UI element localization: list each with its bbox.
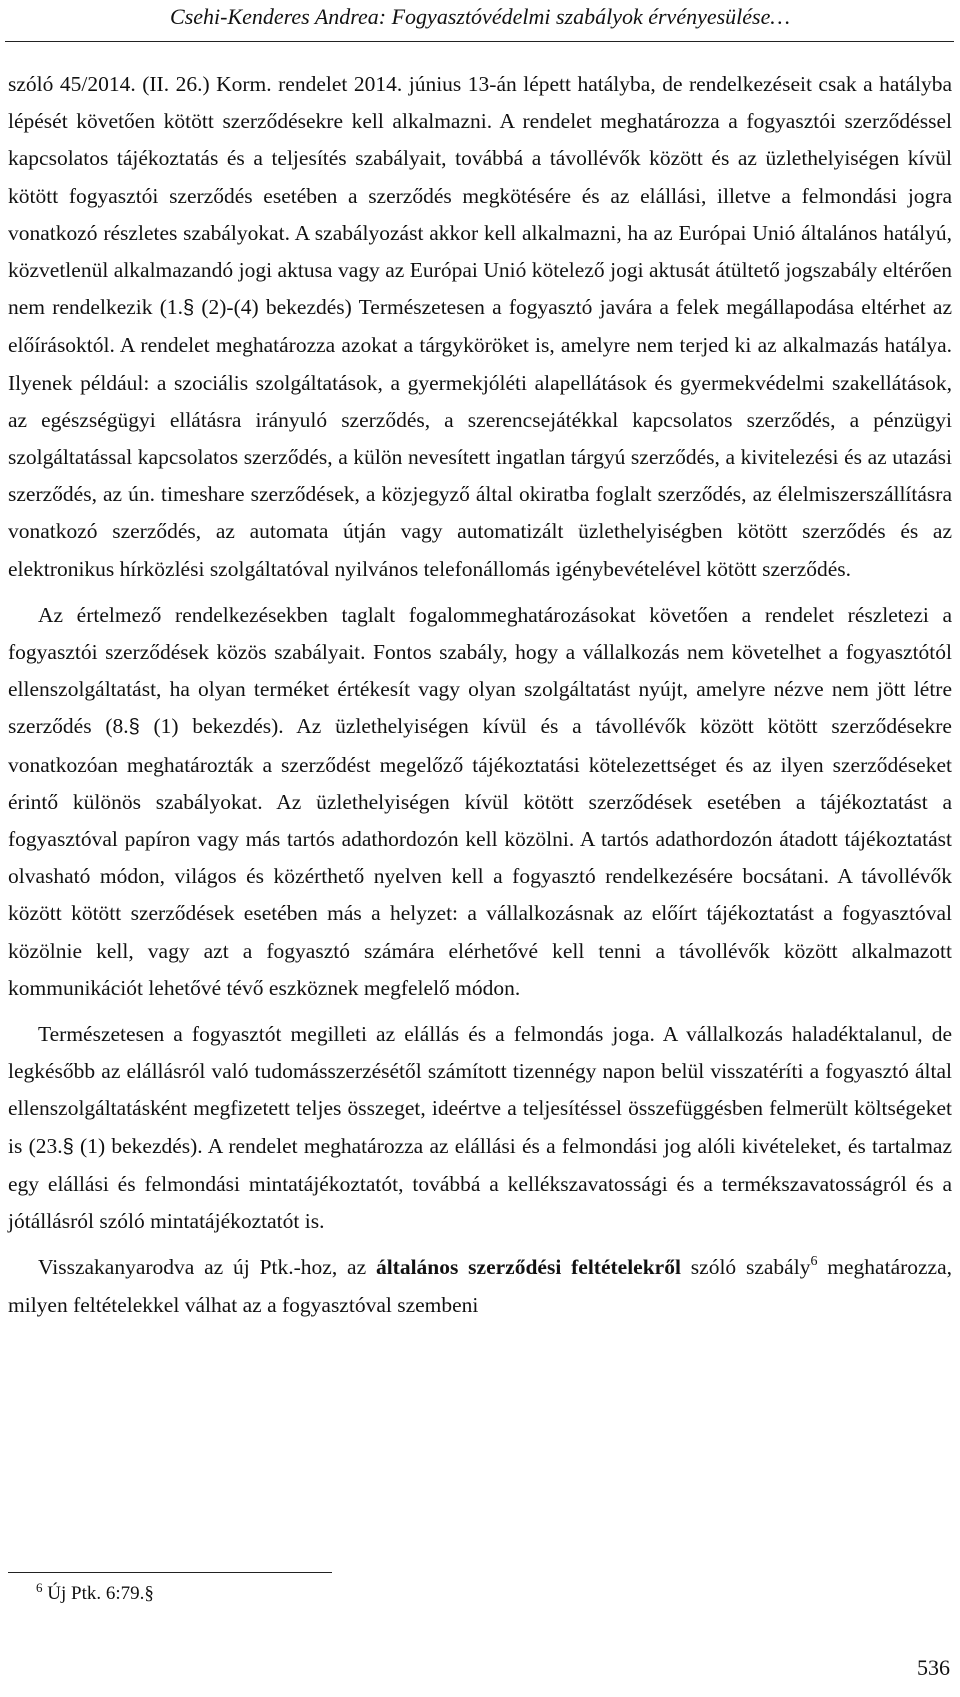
- section-sign: §: [62, 1135, 74, 1158]
- sentence: szóló 45/2014. (II. 26.) Korm. rendelet 2014. június 13-án lépett hatályba, de rendelkezéseit csak a hatályba lépését követően kötött szerződésekre kell alkalmazni.: [8, 72, 952, 134]
- sentence: A szabályozást akkor kell alkalmazni, ha az Európai Unió általános hatályú, közvetlenül alkalmazandó jogi aktusa vagy az Európai Unió kötelező jogi aktusát átültető jogszabály eltérően nem rendelkezik (1.: [8, 220, 952, 320]
- paragraph-1: [8, 66, 952, 588]
- header-divider: [5, 41, 954, 42]
- section-sign: §: [144, 1583, 154, 1604]
- sentence: (1) bekezdés). A rendelet meghatározza az elállási és a felmondási jog alóli kivételeket, és tartalmaz egy elállási és felmondási mintatájékoztatót, továbbá a kellékszavatossági és a termékszavatosságról és a jótállásról szóló mintatájékoztatót is.: [8, 1133, 953, 1234]
- sentence: (1) bekezdés).: [153, 714, 284, 739]
- footnote-text: Új Ptk. 6:79.: [47, 1583, 145, 1604]
- section-sign: §: [183, 297, 195, 320]
- sentence: szóló szabály: [690, 1255, 811, 1280]
- sentence: Visszakanyarodva az új Ptk.-hoz, az: [38, 1255, 367, 1280]
- sentence: Az értelmező rendelkezésekben taglalt fogalommeghatározásokat követően a rendelet részletezi a fogyasztói szerződések közös szabályait. Fontos szabály, hogy a vállalkozás nem követelhet a fogyasztótól ellenszolgáltatást, ha olyan terméket értékesít vagy olyan szolgáltatást nyújt, amelyre nézve nem jött létre szerződés (8.: [8, 602, 952, 739]
- paragraph-4: [8, 1249, 952, 1323]
- sentence: A rendelet meghatározza a fogyasztói szerződéssel kapcsolatos tájékoztatás és a teljesítés szabályait, továbbá a távollévők között és az üzlethelyiségen kívül kötött fogyasztói szerződés esetében a szerződés megkötésére és az elállási, illetve a felmondási jogra vonatkozó részletes szabályokat.: [8, 109, 952, 245]
- sentence: Természetesen a fogyasztót megilleti az elállás és a felmondás joga. A vállalkozás haladéktalanul, de legkésőbb az elállásról való tudomásszerzésétől számított tizennégy napon belül visszatéríti a fogyasztó által ellenszolgáltatásként megfizetett teljes összeget, ideértve a teljesítéssel összefüggésben felmerült költségeket is (23.: [8, 1022, 952, 1158]
- body-text: [8, 66, 952, 1324]
- emphasized-term: általános szerződési feltételekről: [375, 1255, 681, 1280]
- footnote-reference[interactable]: 6: [810, 1254, 818, 1270]
- footnote-divider: [8, 1572, 332, 1573]
- footnote-number: 6: [36, 1580, 43, 1595]
- paragraph-3: [8, 1016, 952, 1240]
- paragraph-2: [8, 597, 952, 1007]
- sentence: meghatározza, milyen feltételekkel válhat az a fogyasztóval szembeni: [8, 1255, 953, 1317]
- sentence: Az üzlethelyiségen kívül és a távollévők között kötött szerződésekre vonatkozóan meghatározták a szerződést megelőző tájékoztatási kötelezettséget és az ilyen szerződéseket érintő különös szabályokat. Az üzlethelyiségen kívül kötött szerződések esetében a tájékoztatást a fogyasztóval papíron vagy más tartós adathordozón kell közölni. A tartós adathordozón átadott tájékoztatást olvasható módon, világos és közérthető nyelven kell a fogyasztó rendelkezésére bocsátani. A távollévők között kötött szerződések esetében más a helyzet: a vállalkozásnak az előírt tájékoztatást a fogyasztóval közölnie kell, vagy azt a fogyasztó számára elérhetővé kell tenni a távollévők között alkalmazott kommunikációt lehetővé tévő eszköznek megfelelő módon.: [8, 714, 952, 1000]
- section-sign: §: [128, 716, 140, 739]
- sentence: Ilyenek például: a szociális szolgáltatások, a gyermekjóléti alapellátások és gyermekvédelmi szakellátások, az egészségügyi ellátásra irányuló szerződés, a szerencsejátékkal kapcsolatos szerződés, a pénzügyi szolgáltatással kapcsolatos szerződés, a külön nevesített ingatlan tárgyú szerződés, a kivitelezési és az utazási szerződés, az ún. timeshare szerződések, a közjegyző által okiratba foglalt szerződés, az élelmiszerszállításra vonatkozó szerződés, az automata útján vagy automatizált üzlethelyiségben kötött szerződés és az elektronikus hírközlési szolgáltatóval nyilvános telefonállomás igénybevételével kötött szerződés.: [8, 370, 952, 581]
- footnote: [36, 1582, 154, 1606]
- page-number: 536: [917, 1655, 950, 1680]
- running-header: Csehi-Kenderes Andrea: Fogyasztóvédelmi szabályok érvényesülése…: [170, 4, 790, 29]
- sentence: A rendelet meghatározza azokat a tárgyköröket is, amelyre nem terjed ki az alkalmazás hatálya.: [119, 333, 952, 358]
- sentence: (2)-(4) bekezdés) Természetesen a fogyasztó javára a felek megállapodása eltérhet az előírásoktól.: [8, 295, 953, 358]
